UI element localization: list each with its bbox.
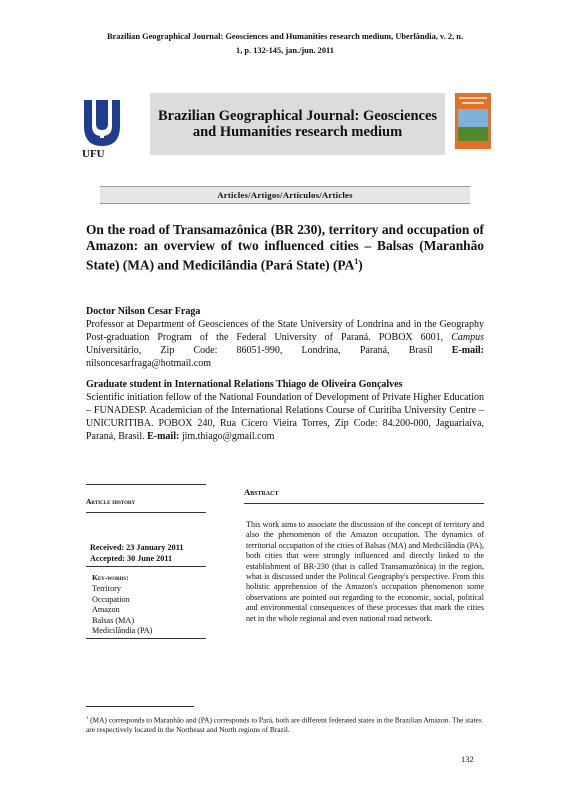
article-history-label: Article history bbox=[86, 497, 136, 506]
author2-name: Graduate student in International Relations Thiago de Oliveira Gonçalves bbox=[86, 379, 403, 390]
author1-affil-part1: Professor at Department of Geosciences of the State University of Londrina and in the Geography Post-graduation Program of the Federal University of Paraná. POBOX 6001, bbox=[86, 319, 484, 343]
author2-email-label: E-mail: bbox=[147, 431, 180, 442]
divider-keywords-top bbox=[86, 566, 206, 567]
divider-history-mid bbox=[86, 512, 206, 513]
keyword-item: Territory bbox=[92, 584, 121, 593]
page-number: 132 bbox=[461, 754, 474, 764]
author2-affiliation bbox=[86, 391, 484, 443]
keyword-item: Balsas (MA) bbox=[92, 615, 135, 625]
author1-name: Doctor Nilson Cesar Fraga bbox=[86, 306, 201, 317]
running-header bbox=[60, 30, 510, 58]
keyword-item: Amazon bbox=[92, 605, 120, 614]
section-label: Articles/Artigos/Artículos/Articles bbox=[217, 190, 353, 200]
ufu-logo-icon bbox=[70, 96, 134, 154]
divider-history-top bbox=[86, 484, 206, 485]
author1-affil-campus: Campus bbox=[451, 332, 484, 343]
title-footnote-mark: 1 bbox=[354, 257, 359, 266]
running-header-line1: Brazilian Geographical Journal: Geosciences and Humanities research medium, Uberlândia, v. 2, n. bbox=[106, 32, 464, 41]
author2-affil-text: Scientific initiation fellow of the National Foundation of Development of Private Higher Education – FUNADESP. Academician of the International Relations Course of Curitiba University Centre – UNICURITIBA. POBOX 240, Rua Cícero Vieira Torres, Zip Code: 84.200-000, Jaguariaíva, Paraná, Brasil. bbox=[86, 392, 484, 442]
footnote bbox=[86, 713, 486, 735]
author1-email-label: E-mail: bbox=[451, 345, 484, 356]
abstract-label: Abstract bbox=[244, 487, 279, 497]
received-date: Received: 23 January 2011 bbox=[90, 543, 184, 552]
footnote-mark: 1 bbox=[86, 715, 89, 720]
running-header-line2: 1, p. 132-145, jan./jun. 2011 bbox=[236, 46, 334, 55]
author-block-2 bbox=[86, 378, 484, 443]
abstract-heading bbox=[244, 487, 278, 497]
author1-email: nilsoncesarfraga@hotmail.com bbox=[86, 358, 211, 369]
divider-keywords-bottom bbox=[86, 638, 206, 639]
footnote-text: (MA) corresponds to Maranhão and (PA) corresponds to Pará, both are different federated states in the Brazilian Amazon. The states are respectively located in the Northeast and North regions of Brazil. bbox=[86, 715, 482, 735]
article-title bbox=[86, 222, 484, 273]
article-title-end: ) bbox=[358, 257, 363, 273]
divider-abstract bbox=[244, 503, 484, 504]
history-dates bbox=[90, 542, 183, 564]
author2-email: jim.thiago@gmail.com bbox=[181, 431, 275, 442]
article-history-heading bbox=[86, 497, 135, 506]
author-block-1 bbox=[86, 305, 484, 370]
keyword-item: Medicilândia (PA) bbox=[92, 626, 153, 635]
accepted-date: Accepted: 30 June 2011 bbox=[90, 554, 173, 563]
section-bar bbox=[100, 186, 470, 204]
ufu-logo-text: UFU bbox=[82, 148, 105, 160]
author1-affil-part2: Universitário, Zip Code: 86051-990, Londrina, Paraná, Brasil bbox=[86, 345, 452, 356]
article-title-text: On the road of Transamazônica (BR 230), territory and occupation of Amazon: an overview of two influenced cities – Balsas (Maranhão State) (MA) and Medicilândia (Pará State) (PA bbox=[86, 222, 484, 273]
abstract-text: This work aims to associate the discussion of the concept of territory and also the phenomenon of the Amazon occupation. The dynamics of territorial occupation of the cities of Balsas (MA) and Medicilândia (PA), both cities that were strongly influenced and directly linked to the establishment of BR-230 (that is called Transamazônica) in the region, what is discussed under the Political Geography's perspective. From this holistic apprehension of the Amazon's occupation phenomenon some observations are pointed out regarding to the economic, social, political and environmental consequences of these processes that mark the cities net in the whole regional and even national road network. bbox=[246, 520, 484, 623]
keywords-label: Key-words: bbox=[92, 573, 129, 582]
journal-cover-image bbox=[455, 93, 491, 149]
footnote-rule bbox=[86, 706, 194, 707]
keywords-list bbox=[92, 584, 152, 637]
journal-banner bbox=[150, 93, 445, 155]
journal-banner-title: Brazilian Geographical Journal: Geosciences and Humanities research medium bbox=[157, 108, 438, 140]
keyword-item: Occupation bbox=[92, 594, 130, 604]
keywords-heading bbox=[92, 573, 129, 582]
author1-affiliation bbox=[86, 318, 484, 370]
